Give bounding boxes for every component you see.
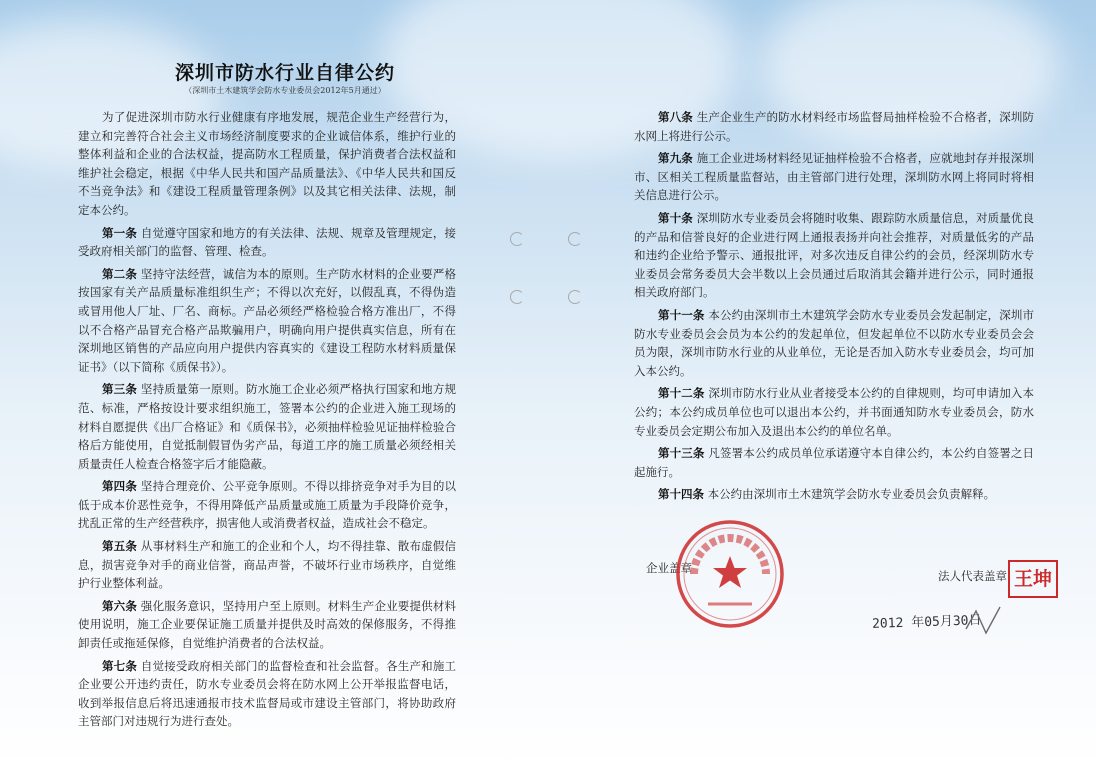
signing-date: 2012 年05月30日 — [871, 613, 982, 632]
article-heading: 第九条 — [658, 151, 693, 166]
article-paragraph — [634, 149, 1034, 205]
article-paragraph — [634, 306, 1034, 380]
date-check-mark — [962, 599, 1006, 639]
document-title: 深圳市防水行业自律公约 — [174, 62, 395, 84]
article-heading: 第十二条 — [658, 386, 705, 401]
article-text: 自觉遵守国家和地方的有关法律、法规、规章及管理规定，接受政府相关部门的监督、管理、检查。 — [78, 225, 457, 259]
article-paragraph — [78, 108, 456, 220]
article-text: 为了促进深圳市防水行业健康有序地发展，规范企业生产经营行为，建立和完善符合社会主义市场经济制度要求的企业诚信体系，维护行业的整体利益和企业的合法权益，提高防水工程质量，保护消费者合法权益和维护社会稳定，根据《中华人民共和国产品质量法》、《中华人民共和国反不当竞争法》和《建设工程质量管理条例》以及其它相关法律、法规，制定本公约。 — [78, 110, 456, 217]
article-paragraph — [634, 485, 1034, 504]
article-text: 本公约由深圳市土木建筑学会防水专业委员会发起制定，深圳市防水专业委员会会员为本公约的发起单位，但发起单位不以防水专业委员会会员为限，深圳市防水行业的从业单位，无论是否加入防水专业委员会，均可加入本公约。 — [634, 307, 1035, 378]
article-text: 凡签署本公约成员单位承诺遵守本自律公约，本公约自签署之日起施行。 — [634, 446, 1035, 479]
article-paragraph — [78, 477, 456, 533]
article-heading: 第六条 — [102, 598, 138, 613]
binder-hole — [568, 232, 582, 246]
article-heading: 第十三条 — [658, 446, 705, 461]
article-heading: 第十四条 — [658, 487, 704, 502]
article-paragraph — [78, 657, 456, 731]
article-heading: 第十一条 — [658, 307, 705, 322]
article-text: 从事材料生产和施工的企业和个人，均不得挂靠、散布虚假信息，损害竞争对手的商业信誉，商品声誉，不破坏行业市场秩序，自觉维护行业整体利益。 — [78, 539, 457, 591]
article-text: 生产企业生产的防水材料经市场监督局抽样检验不合格者，深圳防水网上将进行公示。 — [634, 110, 1035, 143]
article-heading: 第八条 — [658, 110, 693, 124]
left-column — [78, 108, 456, 735]
article-text: 深圳防水专业委员会将随时收集、跟踪防水质量信息，对质量优良的产品和信誉良好的企业进行网上通报表扬并向社会推荐，对质量低劣的产品和违约企业给予警示、通报批评，对多次违反自律公约的会员，经深圳防水专业委员会常务委员大会半数以上会员通过后取消其会籍并进行公示，同时通报相关政府部门。 — [634, 210, 1035, 300]
article-text: 强化服务意识，坚持用户至上原则。材料生产企业要提供材料使用说明，施工企业要保证施工质量并提供及时高效的保修服务，不得推卸责任或拖延保修，自觉维护消费者的合法权益。 — [78, 598, 457, 651]
article-heading: 第五条 — [102, 539, 138, 554]
article-paragraph — [78, 380, 456, 473]
article-text: 坚持质量第一原则。防水施工企业必须严格执行国家和地方规范、标准，严格按设计要求组织施工，签署本公约的企业进入施工现场的材料自愿提供《出厂合格证》和《质保书》，必须抽样检验见证抽样检验合格后方能使用，自觉抵制假冒伪劣产品，每道工序的施工质量必须经相关质量责任人检查合格签字后才能隐蔽。 — [78, 382, 457, 471]
article-heading: 第四条 — [102, 479, 138, 494]
article-paragraph — [634, 209, 1034, 302]
document-subtitle: （深圳市土木建筑学会防水专业委员会2012年5月通过） — [184, 86, 386, 95]
article-text: 施工企业进场材料经见证抽样检验不合格者，应就地封存并报深圳市、区相关工程质量监督站，由主管部门进行处理，深圳防水网上将同时将相关信息进行公示。 — [634, 151, 1035, 203]
article-heading: 第一条 — [102, 225, 138, 240]
article-text: 本公约由深圳市土木建筑学会防水专业委员会负责解释。 — [707, 487, 996, 502]
article-heading: 第七条 — [102, 658, 138, 673]
article-heading: 第二条 — [102, 266, 138, 281]
article-paragraph — [634, 108, 1034, 145]
binder-hole — [510, 232, 524, 246]
legal-rep-seal: 王坤 — [1008, 560, 1058, 598]
company-seal-stamp — [674, 518, 786, 630]
article-paragraph — [634, 384, 1034, 440]
article-paragraph — [78, 224, 456, 261]
right-column — [634, 108, 1034, 508]
binder-hole — [568, 290, 582, 304]
article-heading: 第十条 — [658, 210, 693, 225]
article-heading: 第三条 — [102, 382, 138, 397]
article-paragraph — [78, 597, 456, 653]
company-seal-label: 企业盖章 — [646, 561, 692, 575]
article-text: 深圳市防水行业从业者接受本公约的自律规则，均可申请加入本公约；本公约成员单位也可以退出本公约，并书面通知防水专业委员会，防水专业委员会定期公布加入及退出本公约的单位名单。 — [634, 386, 1035, 438]
article-text: 坚持合理竞价、公平竞争原则。不得以排挤竞争对手为目的以低于成本价恶性竞争，不得用降低产品质量或施工质量为手段降价竞争，扰乱正常的生产经营秩序，损害他人或消费者权益，造成社会不稳定。 — [78, 479, 457, 531]
article-paragraph — [78, 537, 456, 593]
article-text: 坚持守法经营，诚信为本的原则。生产防水材料的企业要严格按国家有关产品质量标准组织生产；不得以次充好，以假乱真，不得伪造或冒用他人厂址、厂名、商标。产品必须经严格检验合格方准出厂，不得以不合格产品冒充合格产品欺骗用户，明确向用户提供真实信息，所有在深圳地区销售的产品应向用户提供内容真实的《建设工程防水材料质量保证书》（以下简称《质保书》）。 — [78, 266, 457, 374]
binder-hole — [510, 290, 524, 304]
article-text: 自觉接受政府相关部门的监督检查和社会监督。各生产和施工企业要公开违约责任，防水专业委员会将在防水网上公开举报监督电话，收到举报信息后将迅速通报市技术监督局或市建设主管部门，将协助政府主管部门对违规行为进行查处。 — [78, 658, 457, 729]
legal-rep-seal-label: 法人代表盖章 — [938, 569, 1007, 583]
article-paragraph — [78, 265, 456, 377]
article-paragraph — [634, 444, 1034, 481]
